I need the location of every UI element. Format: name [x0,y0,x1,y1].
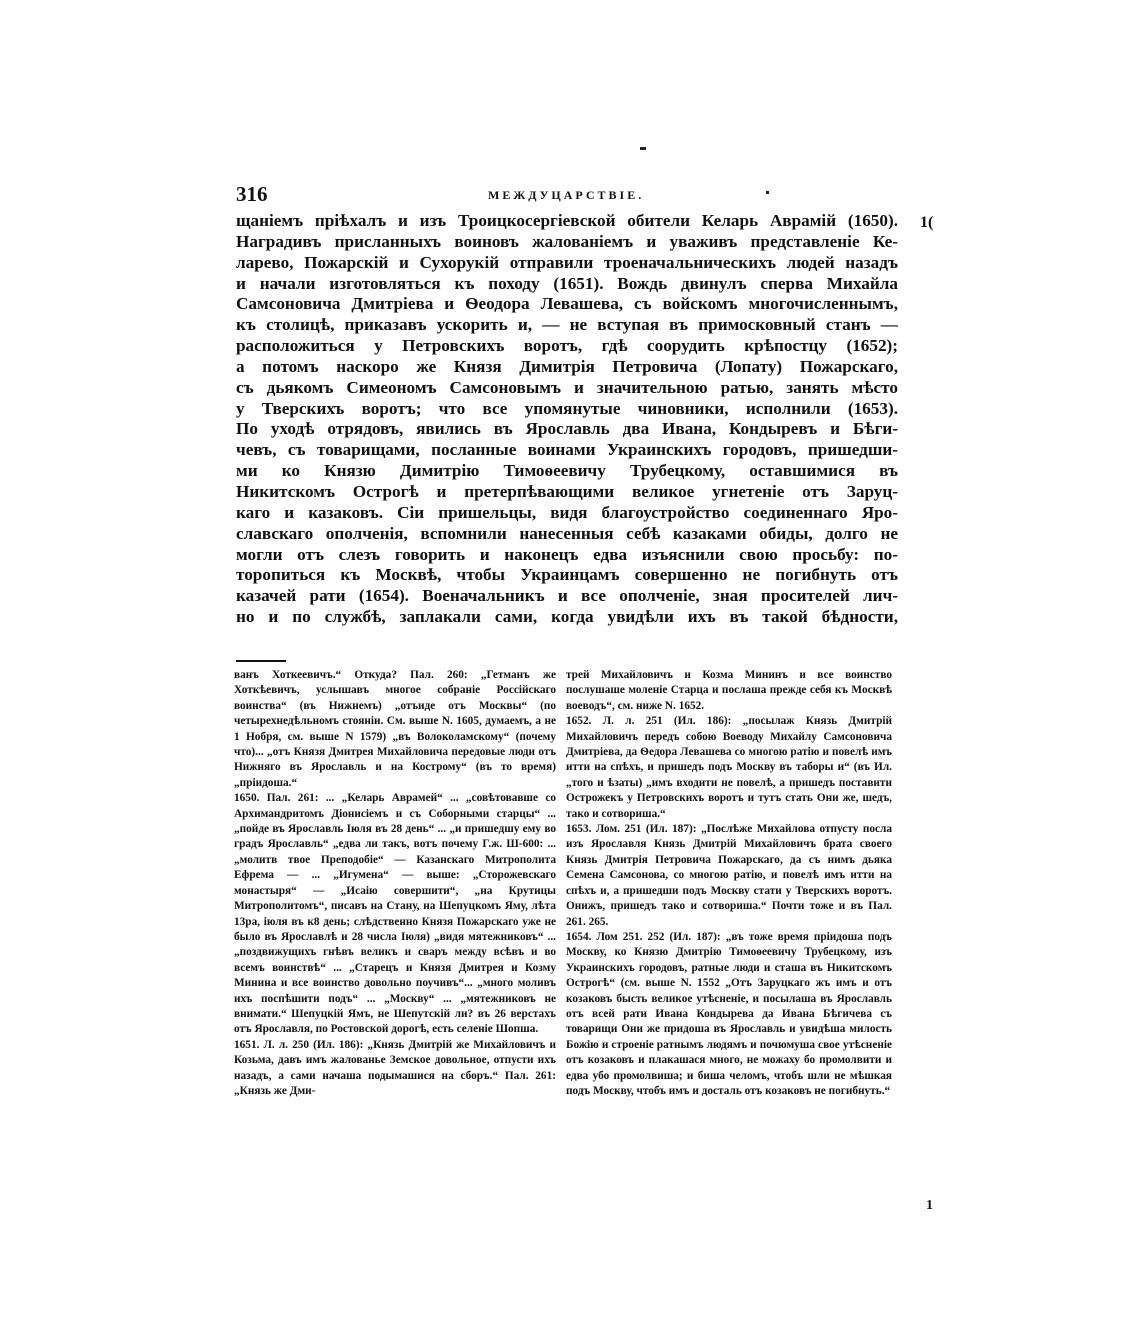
footnote-rule [236,660,286,662]
main-text-line: ларево, Пожарскій и Сухорукій отправили троеначальническихъ людей назадъ [236,252,898,272]
margin-mark-right: 1( [920,214,934,231]
main-text-line: щаніемъ пріѣхалъ и изъ Троицкосергіевской обители Келарь Аврамій (1650). [236,211,898,230]
footnote: трей Михайловичъ и Козма Мининъ и все воинство послушаше моленіе Старца и послаша прежде себя къ Москвѣ воеводъ“, см. ниже N. 1652. [566,669,892,712]
running-title: МЕЖДУЦАРСТВІЕ. [488,188,645,202]
footnote: 1654. Лом 251. 252 (Ил. 187): „въ тоже время пріидоша подъ Москву, ко Князю Дмитрію Тимоѳеевичу Трубецкому, изъ Украинскихъ городовъ, ратные люди и сташа въ Никитскомъ Острогѣ“ (см. выше N. 1552 „Отъ Заруцкаго жъ имъ и отъ козаковъ бысть великое утѣсненіе, и посылаша въ Ярославль отъ всей рати Ивана Кондырева да Ивана Бѣгичева съ товарищи Они же придоша въ Ярославль и увидѣша милость Божію и строеніе ратнымъ людямъ и почюмуша свое утѣсненіе отъ козаковъ и плакашася много, не можаху бо промолвити и едва убо промолвиша; и биша челомъ, чтобъ шли не мѣшкая подъ Москву, чтобъ имъ и досталь отъ козаковъ не погибнуть.“ [566,930,892,1097]
main-text-line: у Тверскихъ воротъ; что все упомянутые чиновники, исполнили (1653). [236,398,898,418]
main-text-line: и начали изготовляться къ походу (1651). Вождь двинулъ сперва Михайла [236,273,898,293]
page-number: 316 [236,182,268,206]
main-text-line: казачей рати (1654). Военачальникъ и все ополченіе, зная просителей лич- [236,586,898,606]
main-text-block [236,211,898,628]
footnote: 1653. Лом. 251 (Ил. 187): „Послѣже Михайлова отпусту посла изъ Ярославля Князь Дмитрій Михайловичъ брата своего Князь Дмитрія Петровича Пожарскаго, да съ нимъ дьяка Семена Самсонова, со многою ратію, и повелѣ имъ итти на спѣхъ и, а пришедши подъ Москву стати у Тверскихъ воротъ. Онижъ, пришедъ тако и сотвориша.“ Почти тоже и въ Пал. 261. 265. [566,823,892,928]
footnotes-right-column [566,668,892,1099]
main-text-line: каго и казаковъ. Сіи пришельцы, видя благоустройство соединеннаго Яро- [236,502,898,522]
main-text-line: могли отъ слезъ говорить и наконецъ едва изъяснили свою просьбу: по- [236,544,898,564]
scan-speck [640,147,646,150]
main-text-line: но и по службѣ, заплакали сами, когда увидѣли ихъ въ такой бѣдности, [236,607,898,627]
main-text-line: ми ко Князю Димитрію Тимоѳеевичу Трубецкому, оставшимися въ [236,461,898,481]
main-text-line: а потомъ наскоро же Князя Димитрія Петровича (Лопату) Пожарскаго, [236,356,898,376]
footnote: 1651. Л. л. 250 (Ил. 186): „Князь Дмитрій же Михайловичъ и Козьма, давъ имъ жалованье Земское довольное, отпусти ихъ назадъ, а сами начаша подымашися на сборъ.“ Пал. 261: „Князь же Дми- [234,1038,556,1097]
footnote: 1652. Л. л. 251 (Ил. 186): „посылаж Князь Дмитрій Михайловичъ передъ собою Воеводу Михайлу Самсоновича Дмитріева, да Ѳедора Левашева со многою ратію и повелѣ имъ итти на спѣхъ, и пришедъ подъ Москву въ таборы и“ (въ Ил. „того и ѣзаты) „имъ входити не повелѣ, а пришедъ поставити Острожекъ у Петровскихъ воротъ и тутъ стать Они же, шедъ, тако и сотвориша.“ [566,715,892,820]
main-text-line: По уходѣ отрядовъ, явились въ Ярославль два Ивана, Кондыревъ и Бѣги- [236,419,898,439]
main-text-line: къ столицѣ, приказавъ ускорить и, — не вступая въ примосковный станъ — [236,315,898,335]
running-head [236,182,896,212]
footnote: ванъ Хоткеевичъ.“ Откуда? Пал. 260: „Гетманъ же Хоткѣевичъ, услышавъ многое собраніе Россійскаго воинства“ (въ Нижнемъ) „отъиде отъ Москвы“ (по четырехнедѣльномъ стояніи. См. выше N. 1605, думаемъ, а не 1 Нобря, см. выше N 1579) „въ Волоколамскому“ (почему что)... „отъ Князя Дмитрея Михайловича передовые люди отъ Нижняго въ Ярославль и на Кострому“ (въ то время) „пріидоша.“ [234,669,556,789]
main-text-line: торопиться къ Москвѣ, чтобы Украинцамъ совершенно не погибнуть отъ [236,565,898,585]
main-text-line: съ дьякомъ Симеономъ Самсоновымъ и значительною ратью, занять мѣсто [236,377,898,397]
main-text-line: чевъ, съ товарищами, посланные воинами Украинскихъ городовъ, пришедши- [236,440,898,460]
main-text-line: Самсоновича Дмитріева и Ѳеодора Левашева, съ войскомъ многочисленнымъ, [236,294,898,314]
main-text-line: Никитскомъ Острогѣ и претерпѣвающими великое угнетеніе отъ Заруц- [236,481,898,501]
margin-mark-bottom: 1 [926,1198,933,1213]
footnotes-left-column [234,668,556,1099]
main-text-line: славскаго ополченія, вспомнили нанесенныя себѣ казаками обиды, долго не [236,523,898,543]
footnote: 1650. Пал. 261: ... „Келарь Аврамей“ ... „совѣтовавше со Архимандритомъ Діонисіемъ и съ Соборными старцы“ ... „пойде въ Ярославль Іюля въ 28 день“ ... „и пришедшу ему во градъ Ярославль“ „едва ли такъ, вотъ почему Г.ж. Ш-600: ... „молитв твое Преподобіе“ — Казанскаго Митрополита Ефрема — ... „Игумена“ — выше: „Сторожевскаго монастыря“ — „Исаію совершити“, „на Крутицы Митрополитомъ“, писавъ на Стану, на Шепуцкомъ Яму, лѣта 13ра, іюля въ к8 день; слѣдственно Князя Пожарскаго уже не было въ Ярославлѣ и 28 числа Іюля) „видя мятежниковъ“ ... „поздвижущихъ гнѣвъ великъ и сваръ между всѣвъ и во всемъ воинствѣ“ ... „Старецъ и Князя Дмитрея и Козму Минина и все воинство довольно поучивъ“... „много моливъ ихъ поспѣшити подъ“ ... „Москву“ ... „мятежниковъ не внимати.“ Шепуцкій Ямъ, не Шепутскій ли? въ 26 верстахъ отъ Ярославля, по Ростовской дорогѣ, есть селеніе Шопша. [234,792,556,1036]
main-text-line: Наградивъ присланныхъ воиновъ жалованіемъ и уваживъ представленіе Ке- [236,231,898,251]
main-text-line: расположиться у Петровскихъ воротъ, гдѣ соорудить крѣпостцу (1652); [236,336,898,356]
